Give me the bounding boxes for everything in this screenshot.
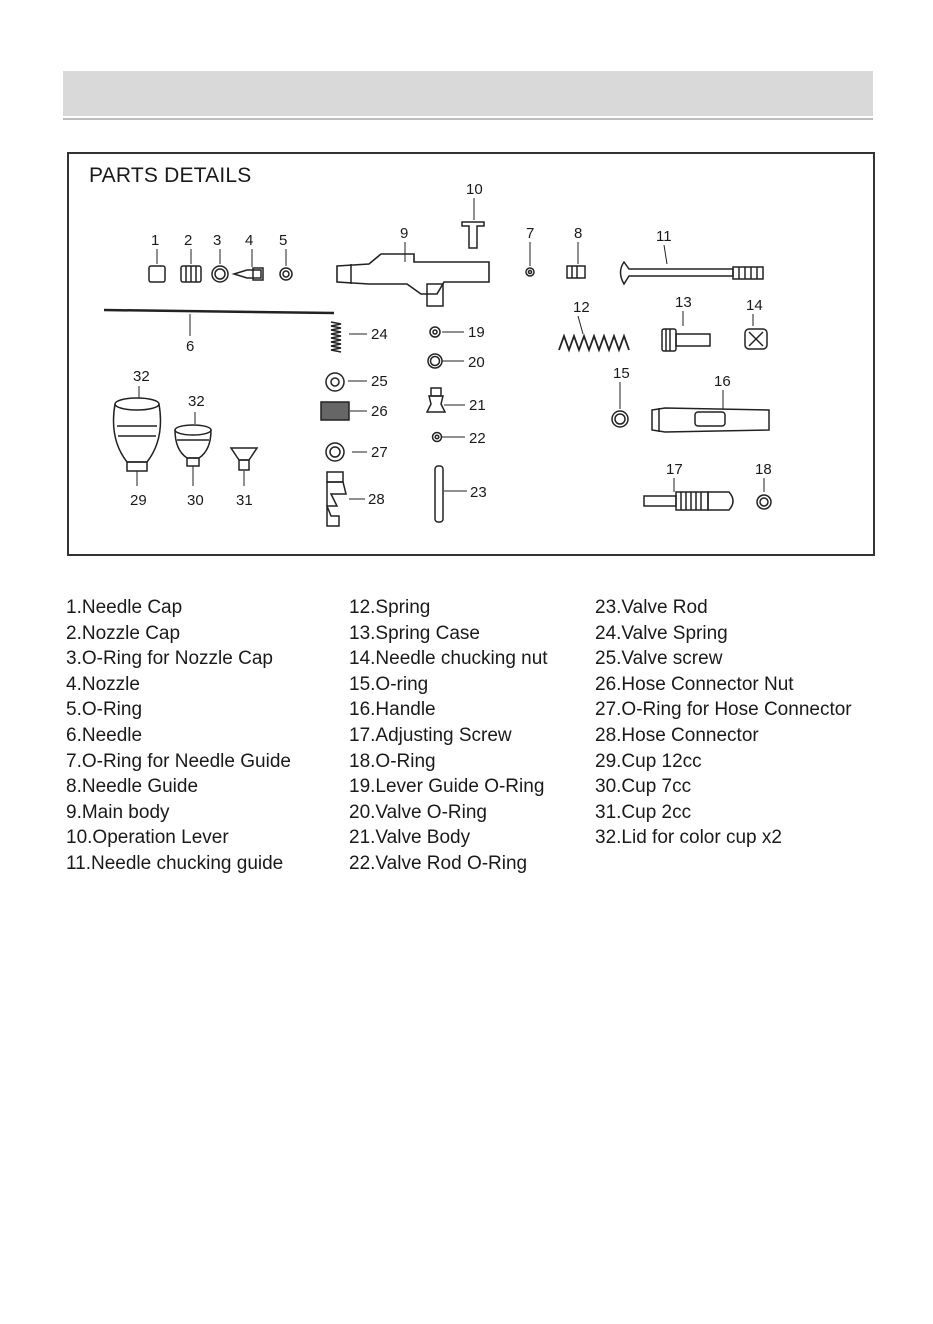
- list-item: 5.O-Ring: [66, 699, 143, 721]
- part-lever-guide-oring: [430, 327, 440, 337]
- part-valve-rod: [435, 466, 443, 522]
- exploded-view-drawing: [69, 154, 873, 554]
- list-item: 3.O-Ring for Nozzle Cap: [66, 648, 273, 670]
- callout-24: 24: [371, 326, 388, 343]
- callout-7: 7: [526, 225, 535, 242]
- part-nozzle-cap: [181, 266, 201, 282]
- callout-16: 16: [714, 373, 731, 390]
- part-cup-12cc: [114, 398, 161, 471]
- callout-19: 19: [468, 324, 485, 341]
- list-item: 19.Lever Guide O-Ring: [349, 776, 545, 798]
- part-needle: [104, 310, 334, 313]
- list-item: 24.Valve Spring: [595, 622, 728, 644]
- part-oring-needle-guide: [526, 268, 534, 276]
- callout-17: 17: [666, 461, 683, 478]
- list-item: 9.Main body: [66, 801, 170, 823]
- part-valve-rod-oring: [433, 433, 442, 442]
- part-valve-spring: [331, 322, 341, 352]
- callout-22: 22: [469, 430, 486, 447]
- header-divider: [63, 118, 873, 120]
- list-item: 31.Cup 2cc: [595, 801, 692, 823]
- list-item: 16.Handle: [349, 699, 436, 721]
- part-adjusting-screw: [644, 492, 733, 510]
- parts-list-column-1: [66, 595, 291, 877]
- callout-12: 12: [573, 299, 590, 316]
- list-item: 30.Cup 7cc: [595, 776, 692, 798]
- part-nozzle: [234, 268, 263, 280]
- callout-31: 31: [236, 492, 253, 509]
- list-item: 23.Valve Rod: [595, 597, 708, 618]
- callout-15: 15: [613, 365, 630, 382]
- part-oring: [280, 268, 292, 280]
- part-spring: [559, 336, 629, 350]
- callout-3: 3: [213, 232, 222, 249]
- part-operation-lever: [462, 222, 484, 248]
- part-handle: [652, 408, 769, 432]
- list-item: 28.Hose Connector: [595, 724, 759, 746]
- part-oring-18: [757, 495, 771, 509]
- list-item: 17.Adjusting Screw: [349, 724, 512, 746]
- callout-10: 10: [466, 181, 483, 198]
- callout-20: 20: [468, 354, 485, 371]
- part-cup-7cc: [175, 425, 211, 466]
- callout-32a: 32: [133, 368, 150, 385]
- callout-23: 23: [470, 484, 487, 501]
- part-valve-screw: [326, 373, 344, 391]
- list-item: 22.Valve Rod O-Ring: [349, 852, 528, 874]
- callout-8: 8: [574, 225, 583, 242]
- list-item: 12.Spring: [349, 597, 431, 618]
- list-item: 6.Needle: [66, 724, 143, 746]
- part-main-body: [337, 254, 489, 306]
- header-bar: [63, 71, 873, 116]
- callout-27: 27: [371, 444, 388, 461]
- callout-1: 1: [151, 232, 160, 249]
- part-needle-chucking-guide: [621, 262, 764, 284]
- callout-5: 5: [279, 232, 288, 249]
- callout-18: 18: [755, 461, 772, 478]
- part-needle-cap: [149, 266, 165, 282]
- list-item: 21.Valve Body: [349, 827, 471, 849]
- list-item: 8.Needle Guide: [66, 776, 199, 798]
- list-item: 26.Hose Connector Nut: [595, 673, 794, 695]
- part-oring-nozzle-cap: [212, 266, 228, 282]
- list-item: 2.Nozzle Cap: [66, 622, 181, 644]
- parts-list-column-3: [595, 595, 852, 851]
- callout-13: 13: [675, 294, 692, 311]
- list-item: 25.Valve screw: [595, 648, 723, 670]
- part-needle-guide: [567, 266, 585, 278]
- part-oring-15: [612, 411, 628, 427]
- callout-25: 25: [371, 373, 388, 390]
- list-item: 11.Needle chucking guide: [66, 852, 284, 874]
- callout-21: 21: [469, 397, 486, 414]
- callout-30: 30: [187, 492, 204, 509]
- list-item: 4.Nozzle: [66, 673, 140, 695]
- list-item: 27.O-Ring for Hose Connector: [595, 699, 852, 721]
- list-item: 15.O-ring: [349, 673, 429, 695]
- list-item: 14.Needle chucking nut: [349, 648, 548, 670]
- part-hose-connector: [327, 472, 346, 526]
- callout-11: 11: [656, 228, 672, 245]
- callout-9: 9: [400, 225, 409, 242]
- part-oring-hose-connector: [326, 443, 344, 461]
- part-valve-body: [427, 388, 445, 412]
- part-valve-oring: [428, 354, 442, 368]
- list-item: 18.O-Ring: [349, 750, 436, 772]
- part-needle-chucking-nut: [745, 329, 767, 349]
- parts-list-column-2: [349, 595, 548, 877]
- list-item: 29.Cup 12cc: [595, 750, 702, 772]
- list-item: 13.Spring Case: [349, 622, 480, 644]
- parts-diagram: [67, 152, 875, 556]
- callout-26: 26: [371, 403, 388, 420]
- part-spring-case: [662, 329, 710, 351]
- callout-14: 14: [746, 297, 763, 314]
- callout-32b: 32: [188, 393, 205, 410]
- callout-6: 6: [186, 338, 195, 355]
- list-item: 32.Lid for color cup x2: [595, 827, 782, 849]
- callout-28: 28: [368, 491, 385, 508]
- callout-2: 2: [184, 232, 193, 249]
- callout-4: 4: [245, 232, 254, 249]
- callout-29: 29: [130, 492, 147, 509]
- list-item: 20.Valve O-Ring: [349, 801, 487, 823]
- part-hose-connector-nut: [321, 402, 349, 420]
- part-cup-2cc: [231, 448, 257, 470]
- list-item: 10.Operation Lever: [66, 827, 229, 849]
- diagram-title: PARTS DETAILS: [89, 164, 252, 187]
- list-item: 7.O-Ring for Needle Guide: [66, 750, 291, 772]
- list-item: 1.Needle Cap: [66, 597, 183, 618]
